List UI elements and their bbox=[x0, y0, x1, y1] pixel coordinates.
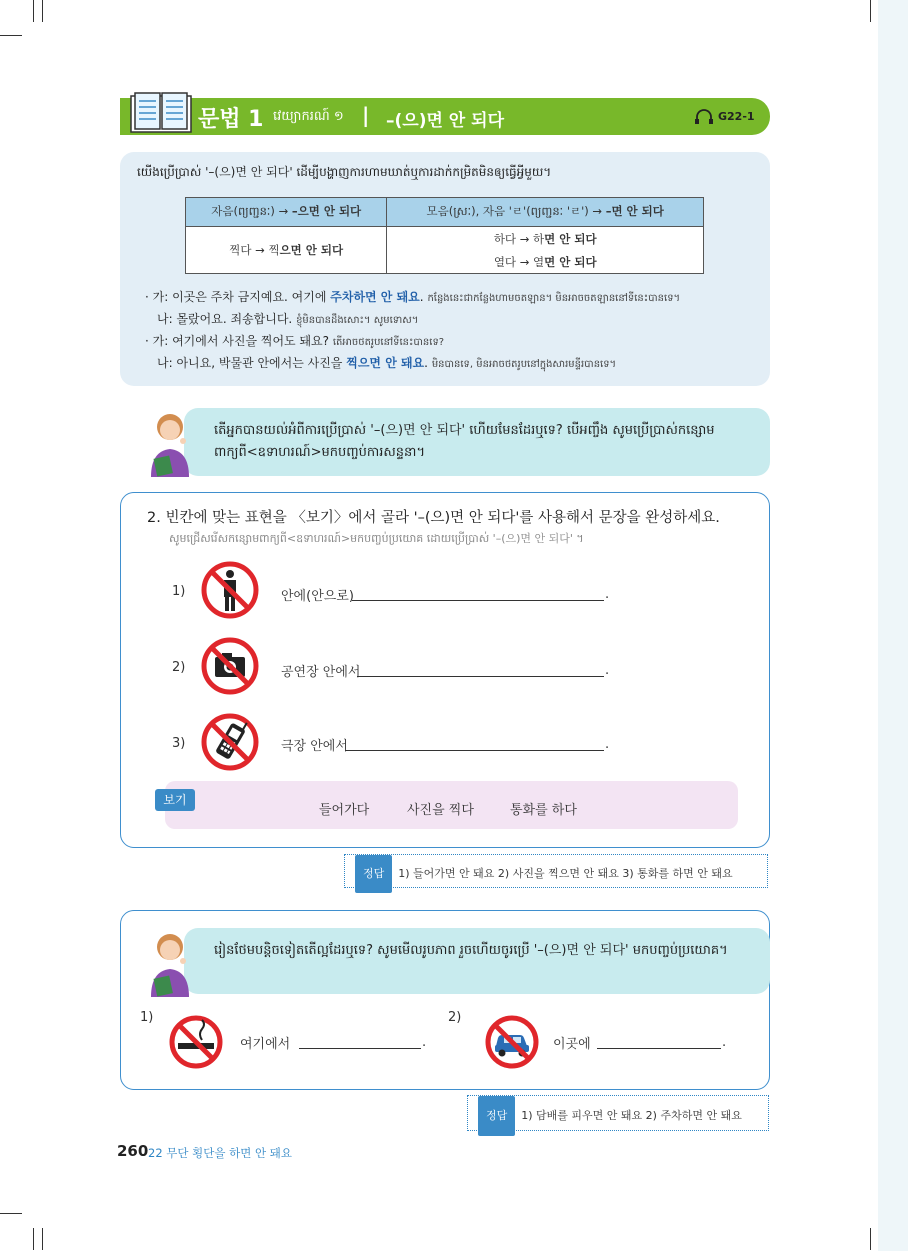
answer-tag: 정답 bbox=[478, 1096, 515, 1136]
sentence-end: . bbox=[605, 663, 610, 678]
grammar-pattern-title: –(으)면 안 되다 bbox=[386, 111, 504, 131]
exercise-question: 2. 빈칸에 맞는 표현을 〈보기〉에서 골라 '–(으)면 안 되다'를 사용해서 문장을 완성하세요. bbox=[147, 510, 720, 526]
crop-mark bbox=[33, 0, 34, 22]
crop-mark bbox=[870, 0, 871, 22]
exercise-question-khmer: សូមជ្រើសរើសកន្សោមពាក្យពី<ឧទាហរណ៍>មកបញ្ចប់ប្រយោគ ដោយប្រើប្រាស់ '–(으)면 안 되다' ។ bbox=[169, 532, 584, 545]
section-title-khmer: វេយ្យាករណ៍ ១ bbox=[273, 109, 344, 124]
page-edge bbox=[878, 0, 908, 1251]
crop-mark bbox=[870, 1228, 871, 1250]
no-entry-person-icon bbox=[200, 560, 260, 620]
example-word: 통화를 하다 bbox=[510, 803, 577, 818]
answer-text: 1) 담배를 피우면 안 돼요 2) 주차하면 안 돼요 bbox=[521, 1109, 742, 1122]
table-cell-vowel-example-2: 열다 → 열면 안 되다 bbox=[387, 250, 704, 274]
item-number: 1) bbox=[172, 584, 186, 599]
audio-track-code[interactable]: G22-1 bbox=[718, 110, 755, 123]
header-separator: | bbox=[362, 103, 370, 127]
teacher-instruction: រៀនថែមបន្តិចទៀតតើល្អដែរឬទេ? សូមមើលរូបភាព រួចហើយចូរប្រើ '–(으)면 안 되다' មកបញ្ចប់ប្រយោគ។ bbox=[214, 943, 728, 958]
crop-mark bbox=[0, 35, 22, 36]
crop-mark bbox=[33, 1228, 34, 1250]
answer-key bbox=[467, 1095, 769, 1131]
example-sentence: 나: 아니요, 박물관 안에서는 사진을 찍으면 안 돼요. មិនបានទេ, មិនអាចថតរូបនៅក្នុងសារមន្ទីរបានទេ។ bbox=[157, 356, 617, 370]
no-phone-icon bbox=[200, 712, 260, 772]
no-smoking-icon bbox=[168, 1014, 224, 1070]
item-prompt: 극장 안에서 bbox=[281, 739, 348, 754]
item-prompt: 이곳에 bbox=[553, 1037, 591, 1052]
sentence-end: . bbox=[422, 1035, 427, 1050]
teacher-avatar bbox=[143, 405, 197, 477]
teacher-instruction: តើអ្នកបានយល់អំពីការប្រើប្រាស់ '–(으)면 안 되다' ហើយមែនដែរឬទេ? បើអញ្ចឹង សូមប្រើប្រាស់កន្សោមពាក្យពី<ឧទាហរណ៍>មកបញ្ចប់ការសន្ទនា។ bbox=[214, 423, 715, 460]
page-number: 260 bbox=[117, 1142, 149, 1160]
item-prompt: 안에(안으로) bbox=[281, 589, 354, 604]
answer-text: 1) 들어가면 안 돼요 2) 사진을 찍으면 안 돼요 3) 통화를 하면 안 돼요 bbox=[398, 867, 733, 880]
item-number: 2) bbox=[172, 660, 186, 675]
item-number: 3) bbox=[172, 736, 186, 751]
item-number: 2) bbox=[448, 1010, 462, 1025]
crop-mark bbox=[42, 1228, 43, 1250]
example-word: 사진을 찍다 bbox=[407, 803, 474, 818]
answer-blank[interactable] bbox=[352, 599, 604, 601]
chapter-title: 22 무단 횡단을 하면 안 돼요 bbox=[148, 1146, 292, 1160]
example-sentence: · 가: 이곳은 주차 금지예요. 여기에 주차하면 안 돼요. កន្លែងនេះជាកន្លែងហាមចតឡាន។ មិនអាចចតឡាននៅទីនេះបានទេ។ bbox=[145, 290, 681, 304]
sentence-end: . bbox=[605, 587, 610, 602]
grammar-intro: យើងប្រើប្រាស់ '–(으)면 안 되다' ដើម្បីបង្ហាញការហាមឃាត់ឬការដាក់កម្រិតមិនឲ្យធ្វើអ្វីមួយ។ bbox=[137, 165, 552, 179]
table-cell-vowel-example-1: 하다 → 하면 안 되다 bbox=[387, 227, 704, 251]
answer-tag: 정답 bbox=[355, 855, 392, 893]
answer-blank[interactable] bbox=[357, 675, 604, 677]
teacher-avatar bbox=[143, 925, 197, 997]
book-icon bbox=[128, 90, 194, 136]
conjugation-table bbox=[185, 197, 704, 274]
table-header-vowel: 모음(ស្រៈ), 자음 'ㄹ'(ព្យញ្ជនៈ 'ㄹ') → –면 안 되다 bbox=[387, 198, 704, 227]
item-prompt: 공연장 안에서 bbox=[281, 665, 361, 680]
answer-key bbox=[344, 854, 768, 888]
item-number: 1) bbox=[140, 1010, 154, 1025]
example-word: 들어가다 bbox=[319, 803, 370, 818]
example-sentence: 나: 몰랐어요. 죄송합니다. ខ្ញុំមិនបានដឹងសោះ។ សូមទោស។ bbox=[157, 312, 419, 326]
crop-mark bbox=[42, 0, 43, 22]
sentence-end: . bbox=[722, 1035, 727, 1050]
answer-blank[interactable] bbox=[597, 1047, 721, 1049]
crop-mark bbox=[0, 1213, 22, 1214]
no-parking-icon bbox=[484, 1014, 540, 1070]
headphones-icon[interactable] bbox=[694, 109, 714, 125]
answer-blank[interactable] bbox=[299, 1047, 421, 1049]
sentence-end: . bbox=[605, 737, 610, 752]
table-cell-consonant-example: 찍다 → 찍으면 안 되다 bbox=[186, 227, 387, 274]
table-header-consonant: 자음(ព្យញ្ជនៈ) → –으면 안 되다 bbox=[186, 198, 387, 227]
example-sentence: · 가: 여기에서 사진을 찍어도 돼요? តើអាចថតរូបនៅទីនេះបានទេ? bbox=[145, 334, 445, 348]
no-camera-icon bbox=[200, 636, 260, 696]
section-title: 문법 1 bbox=[198, 107, 264, 132]
item-prompt: 여기에서 bbox=[240, 1037, 291, 1052]
answer-blank[interactable] bbox=[345, 749, 604, 751]
example-label: 보기 bbox=[155, 789, 195, 811]
